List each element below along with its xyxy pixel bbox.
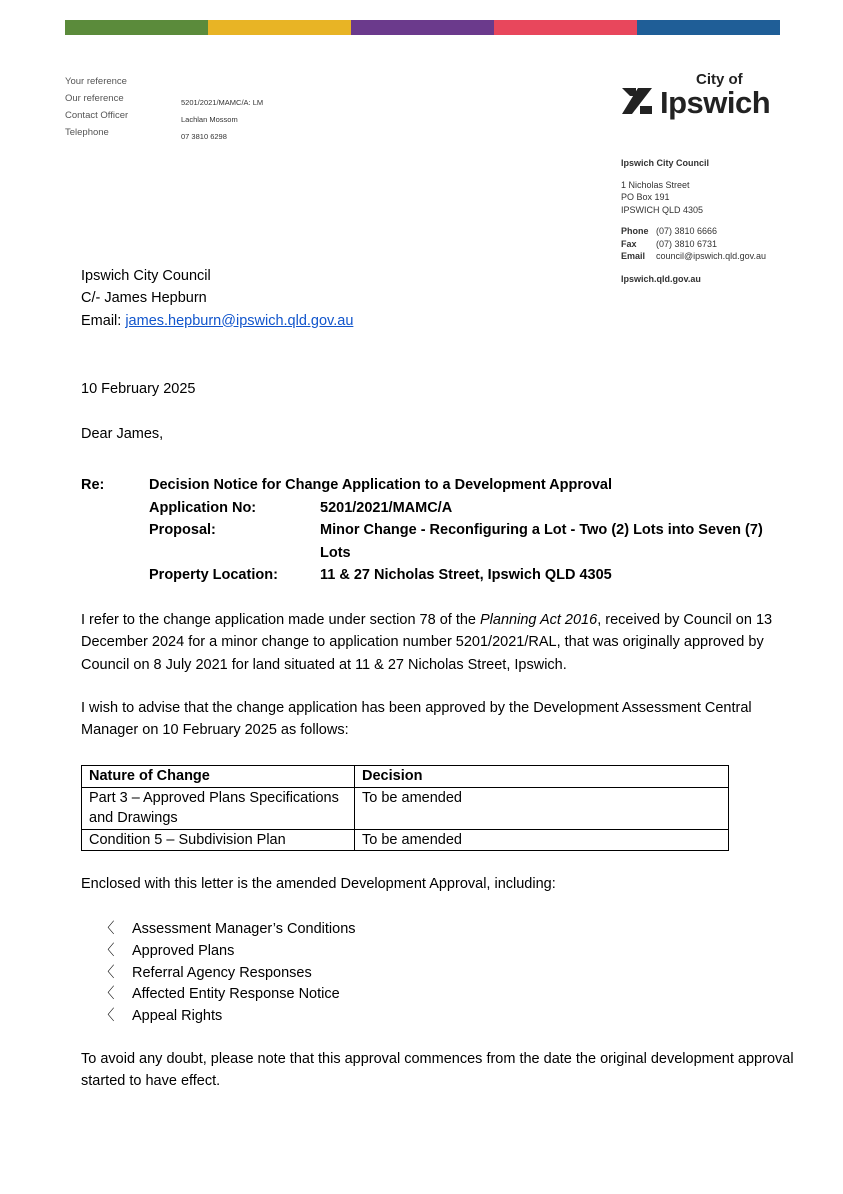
brand-color-bar <box>65 20 780 35</box>
property-location-value: 11 & 27 Nicholas Street, Ipswich QLD 4305 <box>320 567 612 583</box>
table-cell: Part 3 – Approved Plans Specifications and Drawings <box>82 787 355 829</box>
salutation: Dear James, <box>81 426 164 442</box>
contact-key: Email <box>621 251 646 261</box>
address-line: PO Box 191 <box>621 192 670 202</box>
letter-date: 10 February 2025 <box>81 381 196 397</box>
table-header-row <box>82 766 729 788</box>
table-row <box>82 787 729 829</box>
list-item: 〈 Affected Entity Response Notice <box>100 984 356 1006</box>
recipient-org: Ipswich City Council <box>81 268 211 284</box>
council-contact-block <box>621 157 766 285</box>
contact-email: council@ipswich.qld.gov.au <box>656 251 767 261</box>
act-title: Planning Act 2016 <box>480 612 598 628</box>
color-bar-blue <box>637 20 780 35</box>
re-subject: Decision Notice for Change Application to a Development Approval <box>149 477 612 493</box>
ref-value: Lachlan Mossom <box>181 115 238 124</box>
list-item: 〈 Approved Plans <box>100 941 356 963</box>
table-cell: To be amended <box>355 787 729 829</box>
subject-block <box>81 474 780 587</box>
color-bar-green <box>65 20 208 35</box>
city-of-ipswich-logo <box>620 72 770 118</box>
list-item: 〈 Assessment Manager’s Conditions <box>100 919 356 941</box>
paragraph-approval: I wish to advise that the change application has been approved by the Development Assessment Central Manager on 10 February 2025 as follows: <box>81 700 752 739</box>
ref-label: Our reference <box>65 93 124 104</box>
proposal-label: Proposal: <box>149 522 216 538</box>
recipient-email-link[interactable]: james.hepburn@ipswich.qld.gov.au <box>125 312 354 329</box>
contact-key: Phone <box>621 226 649 236</box>
list-item: 〈 Referral Agency Responses <box>100 963 356 985</box>
bullet-icon: 〈 <box>100 964 115 981</box>
color-bar-pink <box>494 20 637 35</box>
table-header: Nature of Change <box>82 766 355 788</box>
ref-label: Contact Officer <box>65 110 129 121</box>
council-website: Ipswich.qld.gov.au <box>621 273 701 284</box>
recipient-person: C/- James Hepburn <box>81 290 207 307</box>
list-item: 〈 Appeal Rights <box>100 1006 356 1028</box>
bullet-icon: 〈 <box>100 921 115 937</box>
paragraph-enclosed: Enclosed with this letter is the amended Development Approval, including: <box>81 876 556 892</box>
council-name: Ipswich City Council <box>621 158 710 168</box>
reference-block <box>65 73 263 141</box>
council-address <box>621 179 766 217</box>
bullet-icon: 〈 <box>100 1008 115 1025</box>
email-label: Email: <box>81 312 126 329</box>
table-cell: Condition 5 – Subdivision Plan <box>82 829 355 851</box>
re-label: Re: <box>81 477 105 493</box>
address-line: IPSWICH QLD 4305 <box>621 204 704 215</box>
paragraph-commencement: To avoid any doubt, please note that this approval commences from the date the original development approval started to have effect. <box>81 1051 794 1090</box>
application-no-label: Application No: <box>149 499 257 516</box>
table-row <box>82 829 729 851</box>
color-bar-yellow <box>208 20 351 35</box>
logo-ipswich: Ipswich <box>660 85 771 120</box>
ref-label: Your reference <box>65 76 127 87</box>
bullet-icon: 〈 <box>100 986 115 1003</box>
paragraph-reference: I refer to the change application made under section 78 of the Planning Act 2016, received by Council on 13 December 2024 for a minor change to application number 5201/2021/RAL, that was originally approved by Council on 8 July 2021 for land situated at 11 & 27 Nicholas Street, Ipswich. <box>81 612 773 673</box>
color-bar-purple <box>351 20 494 35</box>
contact-fax: (07) 3810 6731 <box>656 238 718 249</box>
ref-value: 5201/2021/MAMC/A: LM <box>181 98 264 107</box>
ref-value: 07 3810 6298 <box>181 132 227 141</box>
contact-key: Fax <box>621 238 637 249</box>
address-line: 1 Nicholas Street <box>621 179 690 190</box>
council-contacts <box>621 225 766 263</box>
nature-of-change-table <box>81 765 729 851</box>
ref-label: Telephone <box>65 127 109 138</box>
ipswich-logo-mark-icon <box>620 84 654 118</box>
enclosures-list <box>100 919 356 1028</box>
property-location-label: Property Location: <box>149 567 278 583</box>
recipient-block <box>81 265 353 332</box>
table-header: Decision <box>355 766 729 788</box>
contact-phone: (07) 3810 6666 <box>656 226 718 236</box>
logo-city-of: City of <box>696 71 743 88</box>
bullet-icon: 〈 <box>100 942 115 959</box>
table-cell: To be amended <box>355 829 729 851</box>
proposal-value: Minor Change - Reconfiguring a Lot - Two (2) Lots into Seven (7) Lots <box>320 522 763 561</box>
application-no-value: 5201/2021/MAMC/A <box>320 499 453 516</box>
